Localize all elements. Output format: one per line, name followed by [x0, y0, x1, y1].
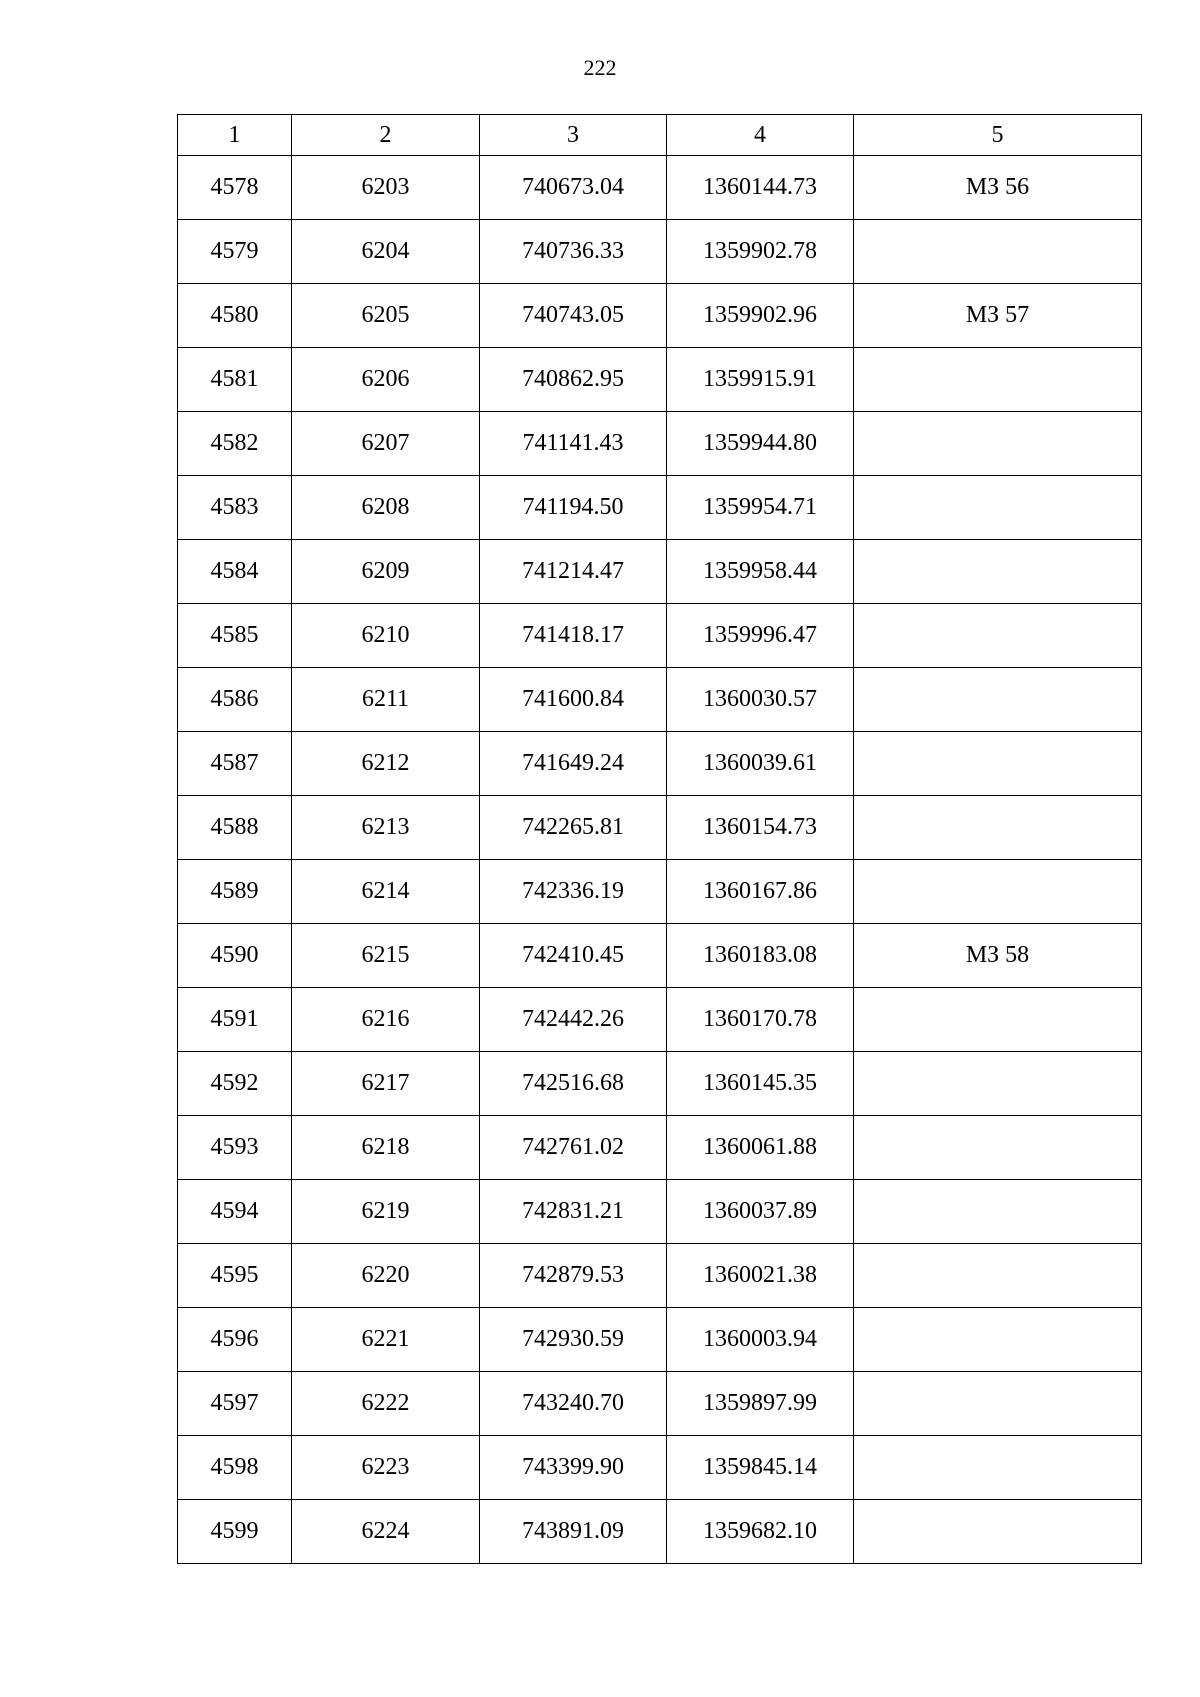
table-cell: 1360170.78 — [667, 988, 854, 1052]
table-cell: 4581 — [178, 348, 292, 412]
table-cell: 740673.04 — [480, 156, 667, 220]
table-row — [178, 220, 1142, 284]
table-cell — [854, 732, 1142, 796]
column-header: 2 — [292, 115, 480, 156]
table-cell: 6208 — [292, 476, 480, 540]
table-row — [178, 412, 1142, 476]
table-cell: 1360021.38 — [667, 1244, 854, 1308]
table-cell: 741649.24 — [480, 732, 667, 796]
table-row — [178, 668, 1142, 732]
table-cell: 742831.21 — [480, 1180, 667, 1244]
table-cell — [854, 604, 1142, 668]
table-row — [178, 732, 1142, 796]
table-row — [178, 1116, 1142, 1180]
table-cell: 6216 — [292, 988, 480, 1052]
table-row — [178, 1052, 1142, 1116]
table-cell: 742516.68 — [480, 1052, 667, 1116]
table-cell: 741214.47 — [480, 540, 667, 604]
table-cell: 6222 — [292, 1372, 480, 1436]
table-cell: 6206 — [292, 348, 480, 412]
table-cell: 742930.59 — [480, 1308, 667, 1372]
table-cell — [854, 540, 1142, 604]
table-row — [178, 604, 1142, 668]
table-row — [178, 1500, 1142, 1564]
table-row — [178, 796, 1142, 860]
table-cell: 742265.81 — [480, 796, 667, 860]
table-cell: 1360154.73 — [667, 796, 854, 860]
table-cell: 740743.05 — [480, 284, 667, 348]
table-cell: 741141.43 — [480, 412, 667, 476]
table-row — [178, 1372, 1142, 1436]
table-cell: МЗ 58 — [854, 924, 1142, 988]
table-cell: 6218 — [292, 1116, 480, 1180]
table-row — [178, 476, 1142, 540]
table-cell: 1359897.99 — [667, 1372, 854, 1436]
table-cell: 6211 — [292, 668, 480, 732]
table-cell: 1359944.80 — [667, 412, 854, 476]
table-cell: 6210 — [292, 604, 480, 668]
table-cell: 6212 — [292, 732, 480, 796]
table-cell: 742879.53 — [480, 1244, 667, 1308]
column-header: 1 — [178, 115, 292, 156]
table-cell: 4586 — [178, 668, 292, 732]
table-cell: 4578 — [178, 156, 292, 220]
table-cell — [854, 412, 1142, 476]
table-cell: 1360039.61 — [667, 732, 854, 796]
page-number: 222 — [583, 55, 617, 80]
table-cell: 1360167.86 — [667, 860, 854, 924]
table-cell: 1359996.47 — [667, 604, 854, 668]
table-cell: 4593 — [178, 1116, 292, 1180]
table-cell: 4591 — [178, 988, 292, 1052]
table-cell: 742336.19 — [480, 860, 667, 924]
table-cell: 4598 — [178, 1436, 292, 1500]
table-cell: 740862.95 — [480, 348, 667, 412]
table-cell: 741600.84 — [480, 668, 667, 732]
table-cell: 1360061.88 — [667, 1116, 854, 1180]
table-row — [178, 1244, 1142, 1308]
table-cell — [854, 1244, 1142, 1308]
table-body — [178, 156, 1142, 1564]
table-cell: 743240.70 — [480, 1372, 667, 1436]
table-row — [178, 860, 1142, 924]
table-cell: 740736.33 — [480, 220, 667, 284]
table-cell — [854, 348, 1142, 412]
table-cell: 6221 — [292, 1308, 480, 1372]
table-row — [178, 1180, 1142, 1244]
table-cell: 742761.02 — [480, 1116, 667, 1180]
table-row — [178, 988, 1142, 1052]
table-cell — [854, 220, 1142, 284]
header-row — [178, 115, 1142, 156]
table-cell: 1360183.08 — [667, 924, 854, 988]
table-cell — [854, 1116, 1142, 1180]
table-cell: 1359845.14 — [667, 1436, 854, 1500]
table-cell: 1360037.89 — [667, 1180, 854, 1244]
table-cell: 6219 — [292, 1180, 480, 1244]
table-cell: 4590 — [178, 924, 292, 988]
table-cell: 4599 — [178, 1500, 292, 1564]
table-cell: 4579 — [178, 220, 292, 284]
table-cell: МЗ 56 — [854, 156, 1142, 220]
table-cell: 6214 — [292, 860, 480, 924]
coordinates-table — [177, 114, 1142, 1564]
table-cell: 6205 — [292, 284, 480, 348]
table-cell: 741418.17 — [480, 604, 667, 668]
table-cell: 4587 — [178, 732, 292, 796]
table-cell: 1360003.94 — [667, 1308, 854, 1372]
table-row — [178, 1308, 1142, 1372]
table-cell: 4582 — [178, 412, 292, 476]
table-cell — [854, 1180, 1142, 1244]
table-cell: 741194.50 — [480, 476, 667, 540]
table-cell: 4595 — [178, 1244, 292, 1308]
table-cell: 6209 — [292, 540, 480, 604]
table-cell: 4580 — [178, 284, 292, 348]
table-row — [178, 540, 1142, 604]
table-cell: 6207 — [292, 412, 480, 476]
table-cell: 742442.26 — [480, 988, 667, 1052]
table-cell: 1360144.73 — [667, 156, 854, 220]
table-cell: 1360030.57 — [667, 668, 854, 732]
table-cell: 743399.90 — [480, 1436, 667, 1500]
table-cell: 4588 — [178, 796, 292, 860]
table-cell: 4596 — [178, 1308, 292, 1372]
table-cell — [854, 988, 1142, 1052]
table-cell — [854, 1436, 1142, 1500]
table-cell: 4589 — [178, 860, 292, 924]
table-cell: 1359682.10 — [667, 1500, 854, 1564]
table-cell: 6203 — [292, 156, 480, 220]
table-cell: 4592 — [178, 1052, 292, 1116]
table-cell: 743891.09 — [480, 1500, 667, 1564]
table-row — [178, 1436, 1142, 1500]
table-cell: 1359954.71 — [667, 476, 854, 540]
table-cell — [854, 1308, 1142, 1372]
table-cell — [854, 1372, 1142, 1436]
table-row — [178, 284, 1142, 348]
table-cell: 6223 — [292, 1436, 480, 1500]
table-cell: 1359902.96 — [667, 284, 854, 348]
column-header: 5 — [854, 115, 1142, 156]
table-cell: 4597 — [178, 1372, 292, 1436]
table-cell — [854, 668, 1142, 732]
table-cell — [854, 796, 1142, 860]
table-cell: 6215 — [292, 924, 480, 988]
column-header: 3 — [480, 115, 667, 156]
table-cell — [854, 476, 1142, 540]
table-row — [178, 156, 1142, 220]
table-cell — [854, 1500, 1142, 1564]
table-cell: 6220 — [292, 1244, 480, 1308]
table-cell: 4583 — [178, 476, 292, 540]
table-cell: 6224 — [292, 1500, 480, 1564]
table-cell: 4584 — [178, 540, 292, 604]
table-cell: 4594 — [178, 1180, 292, 1244]
column-header: 4 — [667, 115, 854, 156]
table-cell: 1359902.78 — [667, 220, 854, 284]
table-header — [178, 115, 1142, 156]
table-cell: 4585 — [178, 604, 292, 668]
table-cell: 6204 — [292, 220, 480, 284]
table-cell: 1359958.44 — [667, 540, 854, 604]
table-cell: 742410.45 — [480, 924, 667, 988]
table-cell: 6217 — [292, 1052, 480, 1116]
table-cell: 1360145.35 — [667, 1052, 854, 1116]
table-cell — [854, 1052, 1142, 1116]
table-cell: МЗ 57 — [854, 284, 1142, 348]
table-row — [178, 348, 1142, 412]
table-cell — [854, 860, 1142, 924]
table-row — [178, 924, 1142, 988]
table-cell: 1359915.91 — [667, 348, 854, 412]
table-cell: 6213 — [292, 796, 480, 860]
